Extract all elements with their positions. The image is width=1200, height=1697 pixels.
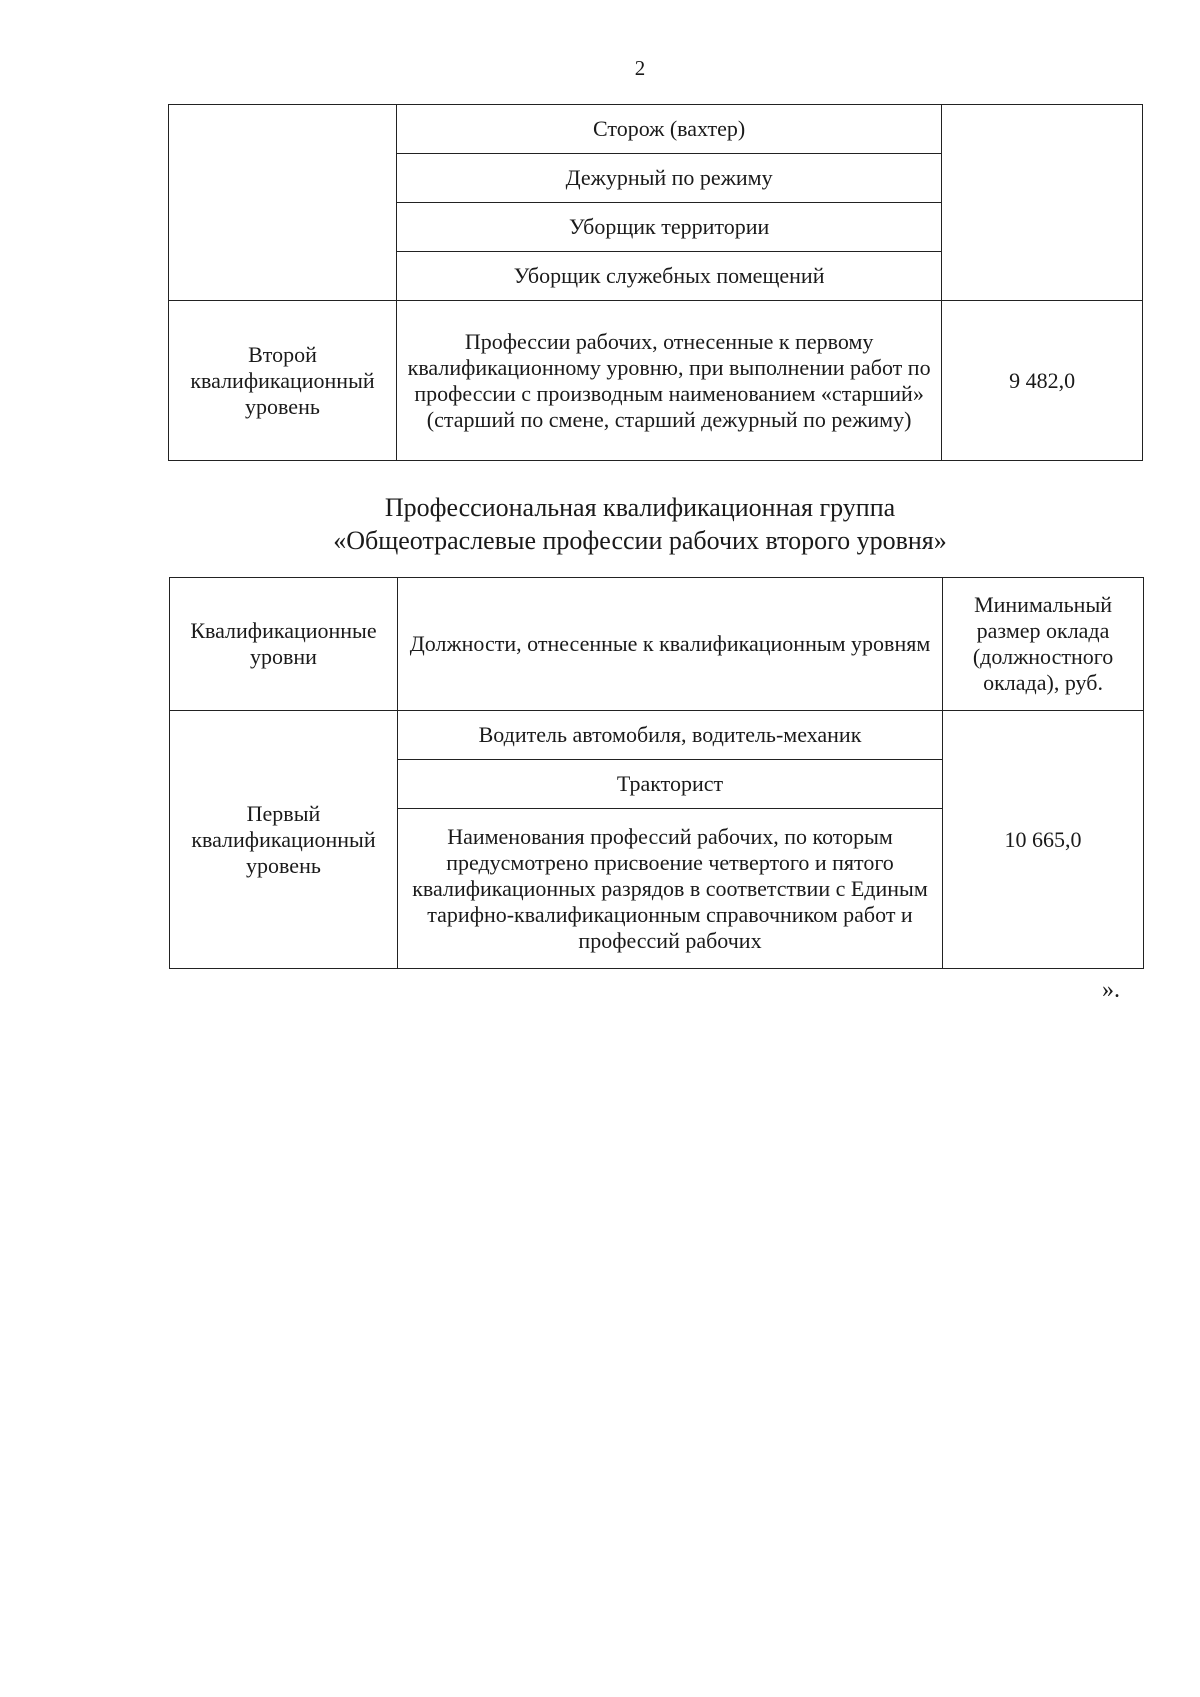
qualification-table-continued <box>168 104 1143 461</box>
header-levels: Квалификационные уровни <box>170 578 398 711</box>
position-cell: Дежурный по режиму <box>396 154 941 203</box>
qualification-level-cell: Второй квалификационный уровень <box>169 301 397 461</box>
position-description-cell: Наименования профессий рабочих, по которым предусмотрено присвоение четвертого и пятого квалификационных разрядов в соответствии с Единым тарифно-квалификационным справочником работ и профессий рабочих <box>397 809 942 969</box>
empty-level-cell <box>169 105 397 301</box>
group-heading-line-2: «Общеотраслевые профессии рабочих второго уровня» <box>333 526 947 555</box>
qualification-table <box>169 577 1144 969</box>
header-salary: Минимальный размер оклада (должностного оклада), руб. <box>943 578 1144 711</box>
group-heading <box>0 491 1200 557</box>
position-cell: Водитель автомобиля, водитель-механик <box>397 711 942 760</box>
empty-salary-cell <box>942 105 1143 301</box>
page-number: 2 <box>634 56 646 80</box>
closing-quote-mark: ». <box>1102 977 1120 1003</box>
position-cell: Уборщик служебных помещений <box>396 252 941 301</box>
salary-cell: 10 665,0 <box>943 711 1144 969</box>
group-heading-line-1: Профессиональная квалификационная группа <box>384 493 896 522</box>
salary-cell: 9 482,0 <box>942 301 1143 461</box>
qualification-level-cell: Первый квалификационный уровень <box>170 711 398 969</box>
position-cell: Уборщик территории <box>396 203 941 252</box>
position-cell: Тракторист <box>397 760 942 809</box>
position-description-cell: Профессии рабочих, отнесенные к первому квалификационному уровню, при выполнении работ по профессии с производным наименованием «старший» (старший по смене, старший дежурный по режиму) <box>396 301 941 461</box>
header-positions: Должности, отнесенные к квалификационным уровням <box>397 578 942 711</box>
position-cell: Сторож (вахтер) <box>396 105 941 154</box>
